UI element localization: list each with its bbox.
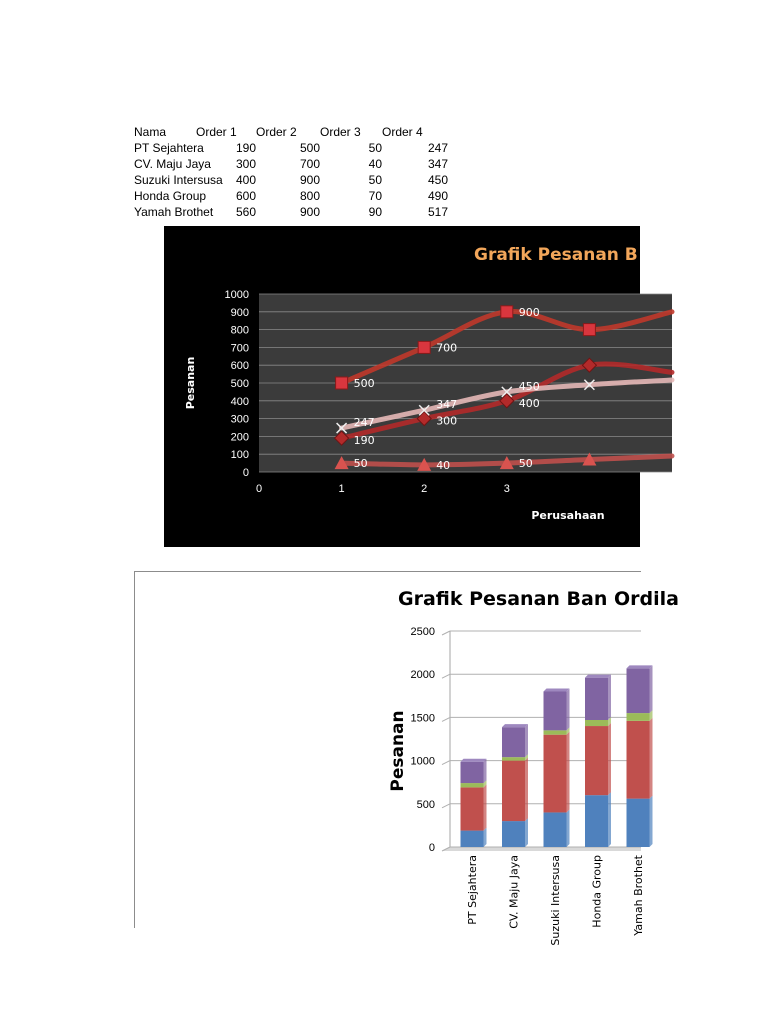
bar-segment [544, 735, 567, 813]
bar-segment-side [525, 758, 528, 821]
table-cell: 190 [235, 141, 256, 155]
data-label: 900 [518, 305, 540, 319]
table-cell: 560 [235, 205, 256, 219]
table-cell: 300 [235, 157, 256, 171]
y-tick-label: 1500 [410, 712, 435, 725]
chart-title: Grafik Pesanan Ban Ordila [398, 588, 679, 610]
x-tick-label: CV. Maju Jaya [507, 855, 521, 929]
bar-segment [502, 821, 525, 847]
bar-segment-side [525, 724, 528, 757]
y-tick-label: 300 [230, 413, 249, 426]
y-tick-label: 700 [230, 342, 249, 355]
table-cell: 900 [299, 173, 320, 187]
y-tick-label: 200 [230, 431, 249, 444]
bar-segment [627, 713, 650, 721]
table-cell: Suzuki Intersusa [134, 173, 223, 187]
y-tick-label: 600 [230, 360, 249, 373]
y-tick-label: 500 [416, 798, 435, 811]
bar-segment-side [567, 732, 570, 813]
bar-segment [502, 757, 525, 760]
data-label: 247 [353, 416, 375, 430]
x-tick-label: PT Sejahtera [466, 855, 479, 925]
gridline-depth [442, 717, 450, 721]
header-cell: Nama [134, 125, 167, 139]
bar-segment-side [484, 784, 487, 830]
data-label: 347 [436, 398, 458, 412]
data-label: 700 [436, 341, 458, 355]
bar-segment-side [650, 665, 653, 713]
x-tick-label: 3 [503, 483, 510, 495]
y-tick-label: 1000 [224, 289, 249, 301]
x-tick-label: Yamah Brothet [632, 855, 645, 936]
y-tick-label: 1000 [410, 755, 435, 768]
table-cell: 347 [427, 157, 448, 171]
bar-chart-svg [135, 572, 679, 946]
y-axis-label: Pesanan [184, 356, 197, 410]
table-cell: 600 [235, 189, 256, 203]
chart-title: Grafik Pesanan B [474, 245, 638, 265]
bar-segment [585, 720, 608, 726]
table-cell: 50 [368, 141, 382, 155]
y-tick-label: 0 [428, 842, 435, 854]
bar-segment [544, 730, 567, 734]
bar-segment-side [525, 818, 528, 847]
bar-segment-side [650, 718, 653, 799]
bar-top [461, 759, 487, 762]
table-cell: 500 [299, 141, 320, 155]
y-tick-label: 2500 [410, 626, 435, 638]
table-cell: Yamah Brothet [134, 205, 214, 219]
x-tick-label: 1 [338, 483, 345, 495]
bar-segment [461, 783, 484, 787]
data-label: 300 [436, 414, 458, 428]
bar-segment-side [484, 828, 487, 847]
table-cell: 900 [299, 205, 320, 219]
y-tick-label: 400 [230, 395, 249, 408]
y-tick-label: 0 [242, 467, 249, 479]
bar-top [627, 665, 653, 668]
square-marker [501, 306, 513, 318]
gridline-depth [442, 674, 450, 678]
gridline-depth [442, 631, 450, 635]
header-cell: Order 4 [382, 125, 423, 139]
header-cell: Order 1 [196, 125, 237, 139]
bar-segment [502, 761, 525, 821]
bar-segment [585, 678, 608, 720]
floor [442, 847, 641, 851]
bar-segment [461, 831, 484, 847]
x-tick-label: 2 [421, 483, 428, 495]
data-label: 400 [518, 396, 540, 410]
bar-segment [627, 721, 650, 799]
data-label: 50 [353, 457, 368, 471]
y-axis-label: Pesanan [388, 710, 408, 792]
table-cell: 50 [368, 173, 382, 187]
data-label: 450 [518, 379, 540, 393]
table-cell: 400 [235, 173, 256, 187]
table-cell: 700 [299, 157, 320, 171]
table-cell: 800 [299, 189, 320, 203]
table-cell: 517 [427, 205, 448, 219]
bar-segment-side [567, 688, 570, 730]
table-cell: PT Sejahtera [134, 141, 204, 155]
x-tick-label: 0 [255, 483, 263, 495]
bar-segment [544, 812, 567, 847]
bar-segment [585, 795, 608, 847]
bar-top [585, 675, 611, 678]
bar-segment-side [608, 792, 611, 847]
line-chart [164, 226, 640, 547]
y-tick-label: 500 [230, 378, 249, 390]
header-cell: Order 3 [320, 125, 361, 139]
table-cell: CV. Maju Jaya [134, 157, 211, 171]
table-cell: 90 [368, 205, 382, 219]
bar-top [544, 688, 570, 691]
bar-segment [461, 762, 484, 783]
y-tick-label: 100 [230, 449, 249, 462]
square-marker [336, 377, 348, 389]
table-cell: Honda Group [134, 189, 207, 203]
table-cell: 70 [368, 189, 382, 203]
header-cell: Order 2 [256, 125, 297, 139]
data-label: 500 [353, 377, 375, 390]
y-tick-label: 800 [230, 324, 249, 337]
bar-segment [461, 787, 484, 830]
x-tick-label: Honda Group [590, 855, 604, 928]
bar-segment [627, 668, 650, 713]
x-tick-label: Suzuki Intersusa [549, 855, 562, 946]
bar-segment-side [608, 723, 611, 795]
bar-top [502, 724, 528, 727]
bar-segment-side [650, 796, 653, 847]
data-label: 190 [353, 434, 375, 448]
table-cell: 490 [427, 189, 448, 203]
bar-segment [544, 691, 567, 730]
bar-segment [627, 799, 650, 847]
gridline-depth [442, 761, 450, 765]
bar-segment-side [608, 675, 611, 720]
bar-segment [502, 727, 525, 757]
x-axis-label: Perusahaan [531, 509, 605, 522]
bar-segment-side [567, 809, 570, 847]
table-cell: 450 [427, 173, 448, 187]
table-cell: 247 [427, 141, 448, 155]
stacked-bar-chart [134, 571, 679, 946]
bar-segment-side [484, 759, 487, 783]
table-cell: 40 [368, 157, 382, 171]
data-label: 40 [436, 458, 451, 472]
line-chart-svg [164, 226, 640, 547]
data-label: 50 [518, 457, 533, 471]
y-tick-label: 2000 [410, 669, 435, 682]
square-marker [418, 341, 430, 353]
bar-segment [585, 726, 608, 795]
gridline-depth [442, 804, 450, 808]
y-tick-label: 900 [230, 306, 249, 319]
square-marker [583, 324, 595, 336]
